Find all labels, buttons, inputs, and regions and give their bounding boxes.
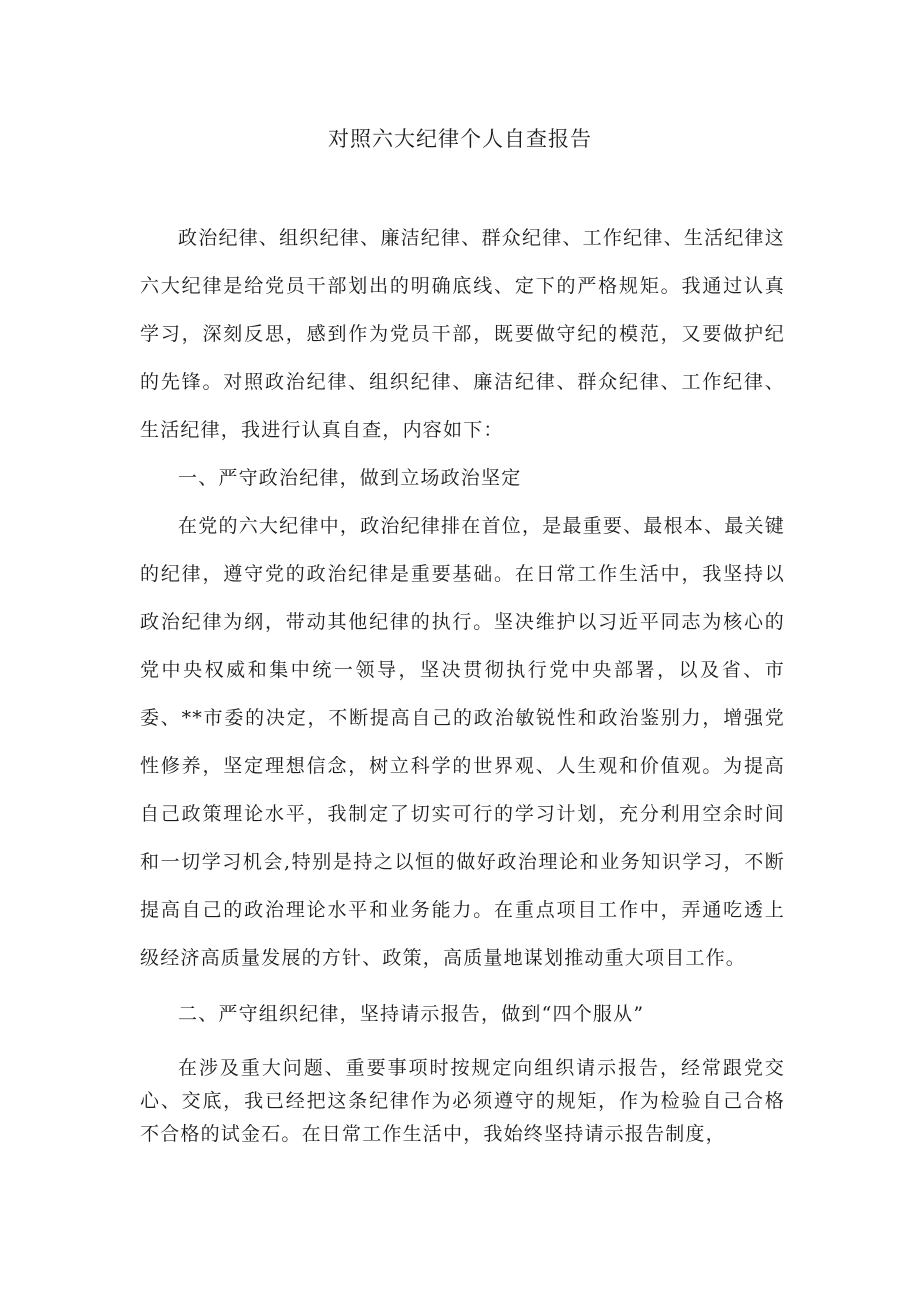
document-title: 对照六大纪律个人自查报告 — [328, 127, 592, 151]
section-1-paragraph: 在党的六大纪律中，政治纪律排在首位，是最重要、最根本、最关键的纪律，遵守党的政治纪律是重要基础。在日常工作生活中，我坚持以政治纪律为纲，带动其他纪律的执行。坚决维护以习近平同志为核心的党中央权威和集中统一领导，坚决贯彻执行党中央部署，以及省、市委、**市委的决定，不断提高自己的政治敏锐性和政治鉴别力，增强党性修养，坚定理想信念，树立科学的世界观、人生观和价值观。为提高自己政策理论水平，我制定了切实可行的学习计划，充分利用空余时间和一切学习机会,特别是持之以恒的做好政治理论和业务知识学习，不断提高自己的政治理论水平和业务能力。在重点项目工作中，弄通吃透上级经济高质量发展的方针、政策，高质量地谋划推动重大项目工作。 — [140, 515, 785, 969]
section-2-heading: 二、严守组织纪律，坚持请示报告，做到“四个服从” — [178, 1003, 645, 1025]
section-1-heading: 一、严守政治纪律，做到立场政治坚定 — [178, 467, 522, 489]
intro-paragraph: 政治纪律、组织纪律、廉洁纪律、群众纪律、工作纪律、生活纪律这六大纪律是给党员干部划出的明确底线、定下的严格规矩。我通过认真学习，深刻反思，感到作为党员干部，既要做守纪的模范，又要做护纪的先锋。对照政治纪律、组织纪律、廉洁纪律、群众纪律、工作纪律、生活纪律，我进行认真自查，内容如下： — [140, 227, 785, 441]
document-body — [140, 214, 785, 1151]
section-2-paragraph: 在涉及重大问题、重要事项时按规定向组织请示报告，经常跟党交心、交底，我已经把这条纪律作为必须遵守的规矩，作为检验自己合格不合格的试金石。在日常工作生活中，我始终坚持请示报告制度， — [140, 1057, 785, 1145]
